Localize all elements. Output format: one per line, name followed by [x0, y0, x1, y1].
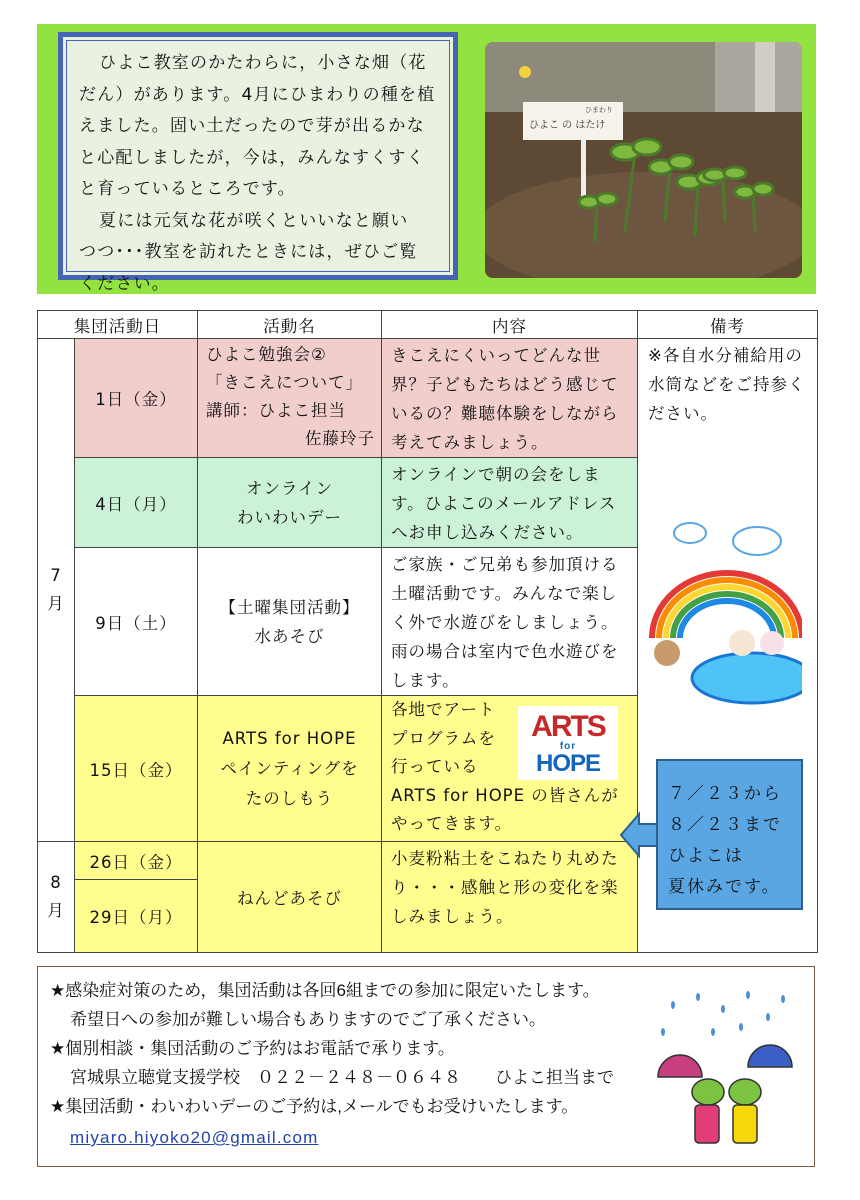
- garden-illustration: [485, 42, 802, 278]
- sign-small-label: ひまわり: [585, 106, 613, 114]
- month-august: 8 月: [38, 842, 75, 953]
- callout-arrow: [619, 810, 659, 860]
- row-date: 29日（月）: [75, 880, 198, 953]
- row-content: きこえにくいってどんな世界？子どもたちはどう感じているの？難聴体験をしながら考えてみましょう。: [382, 339, 638, 458]
- intro-line: と育っているところです。: [79, 179, 296, 199]
- row-date: 1日（金）: [75, 339, 198, 458]
- row-activity: オンライン わいわいデー: [198, 458, 382, 548]
- callout-line: ひよこは: [668, 846, 744, 866]
- row-activity: ARTS for HOPE ペインティングを たのしもう: [198, 696, 382, 842]
- intro-line: つつ･･･教室を訪れたときには，ぜひご覧: [79, 242, 418, 262]
- sign-label: ひよこ の はたけ: [529, 120, 606, 131]
- intro-line: だん）があります。4月にひまわりの種を植: [79, 84, 436, 105]
- intro-line: えました。固い土だったので芽が出るかな: [79, 116, 425, 136]
- intro-line: ください。: [79, 273, 170, 294]
- frogs-rain-illustration: [653, 987, 803, 1147]
- row-content: オンラインで朝の会をします。ひよこのメールアドレスへお申し込みください。: [382, 458, 638, 548]
- row-date: 9日（土）: [75, 548, 198, 696]
- callout-line: 夏休みです。: [668, 877, 781, 897]
- intro-box: [58, 32, 458, 294]
- row-activity: 【土曜集団活動】 水あそび: [198, 548, 382, 696]
- notes-text: ※各自水分補給用の水筒などをご持参ください。: [648, 346, 806, 423]
- intro-line: と心配しましたが，今は，みんなすくすく: [79, 147, 425, 168]
- row-activity: ひよこ勉強会② 「きこえについて」 講師：ひよこ担当 佐藤玲子: [198, 339, 382, 458]
- email-link[interactable]: miyaro.hiyoko20@gmail.com: [70, 1128, 319, 1147]
- footer-line: ★感染症対策のため，集団活動は各回6組までの参加に限定いたします。: [50, 981, 600, 1000]
- summer-break-callout: [656, 759, 803, 910]
- arts-logo: ARTS for HOPE: [518, 706, 618, 780]
- table-header-row: [38, 311, 818, 339]
- row-content: 小麦粉粘土をこねたり丸めたり・・・感触と形の変化を楽しみましょう。: [382, 842, 638, 953]
- row-date: 4日（月）: [75, 458, 198, 548]
- intro-line: ひよこ教室のかたわらに，小さな畑（花: [99, 53, 427, 73]
- footer-line: ★個別相談・集団活動のご予約はお電話で承ります。: [50, 1039, 455, 1058]
- row-date: 26日（金）: [75, 842, 198, 880]
- footer-line: 希望日への参加が難しい場合もありますのでご了承ください。: [70, 1010, 546, 1029]
- header-date: 集団活動日: [38, 311, 198, 339]
- row-activity: ねんどあそび: [198, 842, 382, 953]
- intro-line: 夏には元気な花が咲くといいなと願い: [99, 210, 409, 231]
- footer-line: 宮城県立聴覚支援学校 ０２２－２４８－０６４８ ひよこ担当まで: [70, 1068, 614, 1087]
- month-july: 7 月: [38, 339, 75, 842]
- top-banner: [37, 24, 816, 294]
- table-row: [38, 339, 818, 458]
- footer-notice: [37, 966, 815, 1167]
- row-content: 各地でアート プログラムを 行っている ARTS for HOPE の皆さんが やってきます。 ARTS for HOPE: [382, 696, 638, 842]
- callout-line: ８／２３まで: [668, 815, 782, 835]
- pool-illustration: [642, 503, 802, 713]
- garden-photo: [485, 42, 802, 278]
- header-content: 内容: [382, 311, 638, 339]
- callout-line: ７／２３から: [668, 784, 782, 804]
- row-content: ご家族・ご兄弟も参加頂ける土曜活動です。みんなで楽しく外で水遊びをしましょう。雨の場合は室内で色水遊びをします。: [382, 548, 638, 696]
- header-activity: 活動名: [198, 311, 382, 339]
- header-notes: 備考: [638, 311, 818, 339]
- row-date: 15日（金）: [75, 696, 198, 842]
- footer-line: ★集団活動・わいわいデーのご予約は,メールでもお受けいたします。: [50, 1097, 579, 1116]
